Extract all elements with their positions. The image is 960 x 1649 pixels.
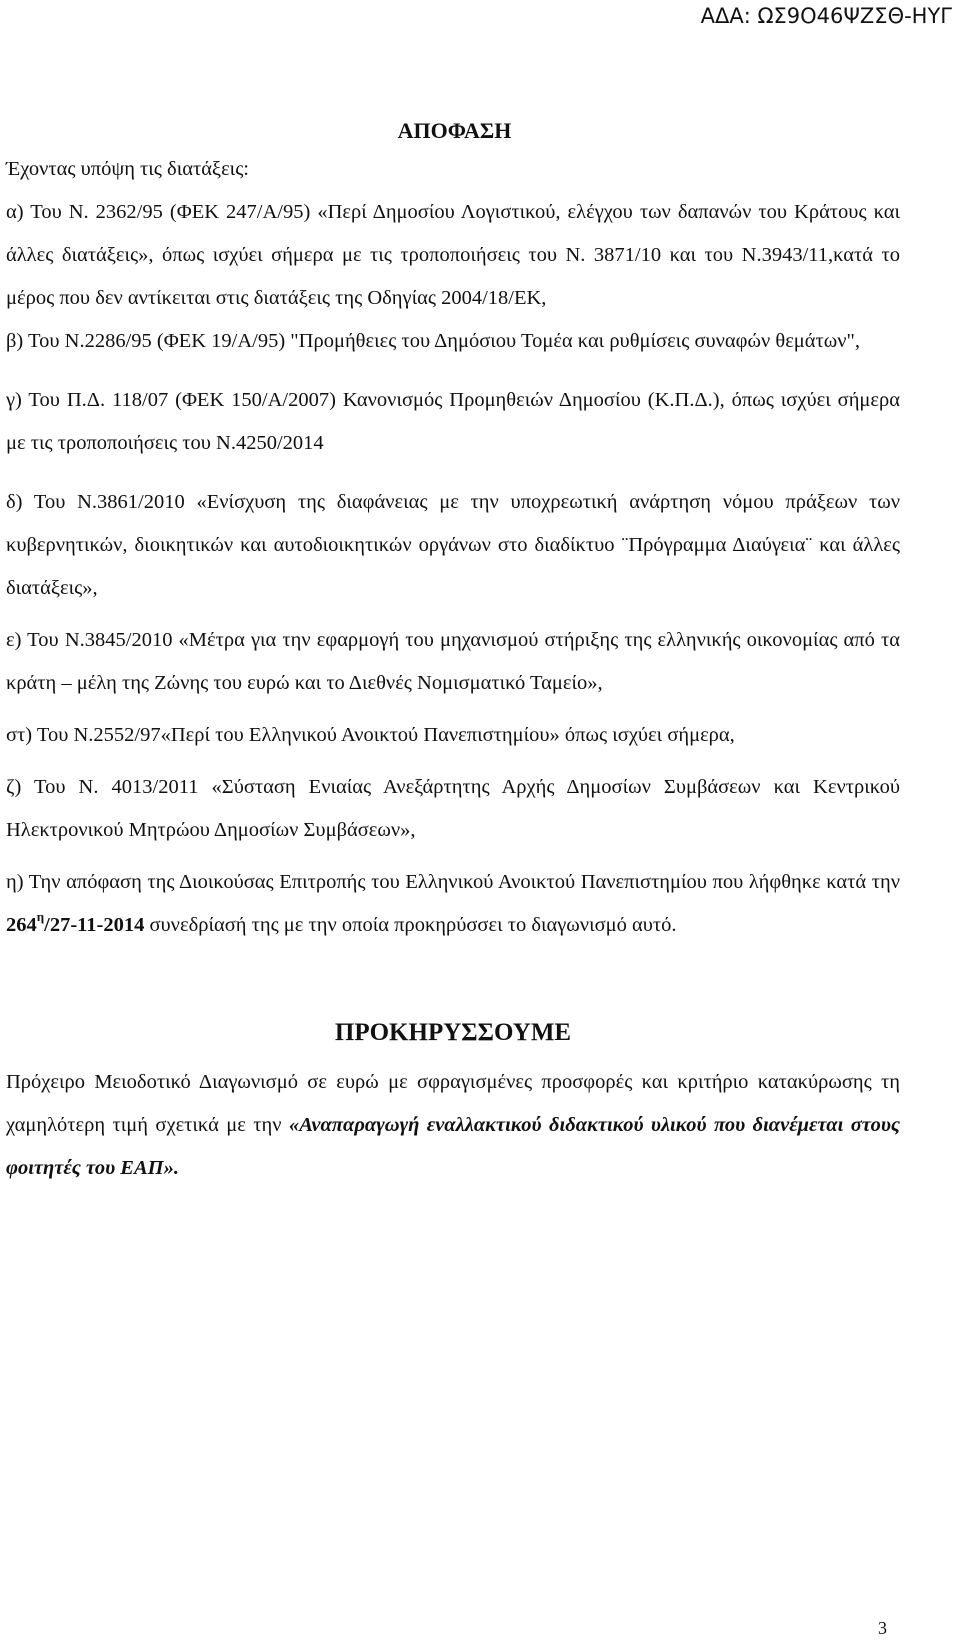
- provision-b: β) Του Ν.2286/95 (ΦΕΚ 19/Α/95) "Προμήθειες του Δημόσιου Τομέα και ρυθμίσεις συναφών θεμάτων",: [6, 330, 861, 352]
- provision-st: στ) Του Ν.2552/97«Περί του Ελληνικού Ανοικτού Πανεπιστημίου» όπως ισχύει σήμερα,: [6, 724, 735, 746]
- decision-title: ΑΠΟΦΑΣΗ: [397, 118, 512, 143]
- provision-d: δ) Του Ν.3861/2010 «Ενίσχυση της διαφάνειας με την υποχρεωτική ανάρτηση νόμου πράξεων των κυβερνητικών, διοικητικών και αυτοδιοικητικών οργάνων στο διαδίκτυο ¨Πρόγραμμα Διαύγεια¨ και άλλες διατάξεις»,: [6, 491, 900, 599]
- provision-e: ε) Του Ν.3845/2010 «Μέτρα για την εφαρμογή του μηχανισμού στήριξης της ελληνικής οικονομίας από τα κράτη – μέλη της Ζώνης του ευρώ και το Διεθνές Νομισματικό Ταμείο»,: [6, 629, 900, 694]
- proclamation-title: ΠΡΟΚΗΡΥΣΣΟΥΜΕ: [334, 1019, 572, 1046]
- decision-intro: Έχοντας υπόψη τις διατάξεις:: [6, 158, 250, 180]
- provision-z: ζ) Του Ν. 4013/2011 «Σύσταση Ενιαίας Ανεξάρτητης Αρχής Δημοσίων Συμβάσεων και Κεντρικού Ηλεκτρονικού Μητρώου Δημοσίων Συμβάσεων»,: [6, 776, 900, 841]
- provision-c: γ) Του Π.Δ. 118/07 (ΦΕΚ 150/Α/2007) Κανονισμός Προμηθειών Δημοσίου (Κ.Π.Δ.), όπως ισχύει σήμερα με τις τροποποιήσεις του Ν.4250/2014: [6, 389, 900, 454]
- document-body: [6, 118, 900, 1190]
- provision-i-before: η) Την απόφαση της Διοικούσας Επιτροπής του Ελληνικού Ανοικτού Πανεπιστημίου που λήφθηκε κατά την: [6, 871, 900, 893]
- ada-code: ΑΔΑ: ΩΣ9Ο46ΨΖΣΘ-ΗΥΓ: [700, 4, 952, 28]
- tender-subject: «Αναπαραγωγή εναλλακτικού διδακτικού υλικού που διανέμεται στους φοιτητές του ΕΑΠ».: [6, 1114, 900, 1179]
- session-number: $264^\eta/27-11-2014$: [6, 909, 145, 936]
- proclamation-text: Πρόχειρο Μειοδοτικό Διαγωνισμό σε ευρώ με σφραγισμένες προσφορές και κριτήριο κατακύρωσης τη χαμηλότερη τιμή σχετικά με την «Αναπαραγωγή εναλλακτικού διδακτικού υλικού που διανέμεται στους φοιτητές του ΕΑΠ».: [6, 1071, 900, 1179]
- provision-a: α) Του Ν. 2362/95 (ΦΕΚ 247/Α/95) «Περί Δημοσίου Λογιστικού, ελέγχου των δαπανών του Κράτους και άλλες διατάξεις», όπως ισχύει σήμερα με τις τροποποιήσεις του Ν. 3871/10 και του Ν.3943/11,κατά το μέρος που δεν αντίκειται στις διατάξεις της Οδηγίας 2004/18/ΕΚ,: [6, 201, 900, 309]
- provision-i-after: συνεδρίασή της με την οποία προκηρύσσει το διαγωνισμό αυτό.: [144, 914, 677, 936]
- page-number: 3: [878, 1618, 887, 1638]
- provision-i: [6, 861, 900, 947]
